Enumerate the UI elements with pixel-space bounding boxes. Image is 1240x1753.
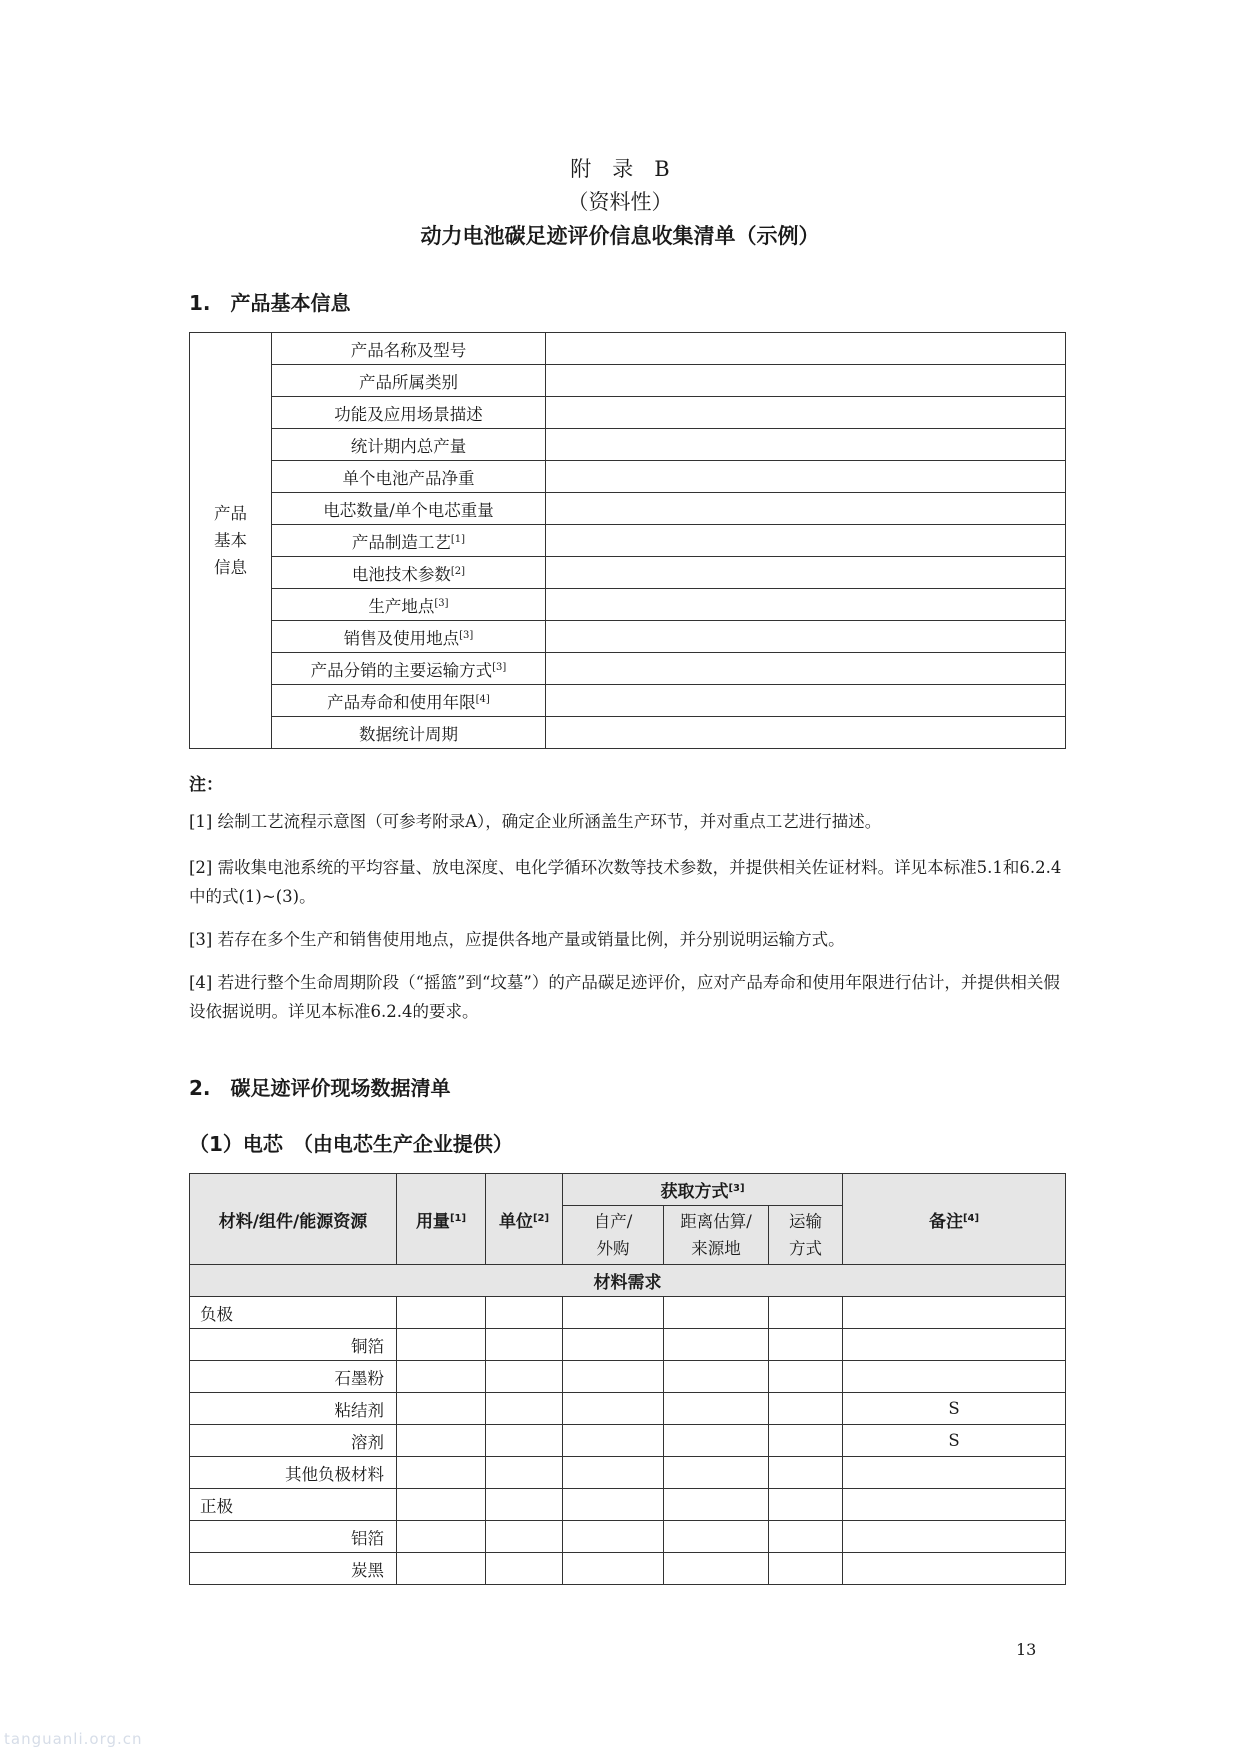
material-name: 溶剂 [190,1425,397,1457]
field-value[interactable] [546,621,1066,653]
field-value[interactable] [546,685,1066,717]
field-label-ref: [3] [434,597,449,609]
field-label-text: 产品寿命和使用年限 [327,692,476,712]
unit-cell[interactable] [486,1393,563,1425]
field-value[interactable] [546,397,1066,429]
field-value[interactable] [546,461,1066,493]
unit-cell[interactable] [486,1457,563,1489]
subheader-distance-origin: 距离估算/ 来源地 [664,1206,769,1265]
table-row [190,1489,1066,1521]
transport-cell[interactable] [769,1457,843,1489]
remark-cell[interactable] [843,1489,1066,1521]
header-amount: 用量[1] [397,1174,486,1265]
field-label [272,589,546,621]
amount-cell[interactable] [397,1521,486,1553]
section2-subheading: （1）电芯 （由电芯生产企业提供） [189,1132,513,1156]
self-purchase-cell[interactable] [563,1361,664,1393]
field-label-text: 单个电池产品净重 [342,468,475,488]
material-name: 石墨粉 [190,1361,397,1393]
product-info-row [190,461,1066,493]
field-value[interactable] [546,333,1066,365]
table-row [190,1329,1066,1361]
product-info-row [190,557,1066,589]
section1-heading: 1. 产品基本信息 [189,291,351,315]
product-info-table [189,332,1066,749]
unit-cell[interactable] [486,1521,563,1553]
amount-cell[interactable] [397,1297,486,1329]
amount-cell[interactable] [397,1489,486,1521]
field-label [272,653,546,685]
table-row [190,1425,1066,1457]
table-row [190,1393,1066,1425]
distance-origin-cell[interactable] [664,1329,769,1361]
self-purchase-cell[interactable] [563,1521,664,1553]
distance-origin-cell[interactable] [664,1425,769,1457]
header-remark: 备注[4] [843,1174,1066,1265]
field-label-ref: [1] [450,533,466,545]
material-name: 其他负极材料 [190,1457,397,1489]
distance-origin-cell[interactable] [664,1521,769,1553]
amount-cell[interactable] [397,1361,486,1393]
product-info-row [190,333,1066,365]
field-label-text: 数据统计周期 [359,724,458,744]
field-label-ref: [2] [450,565,466,577]
product-info-row [190,397,1066,429]
remark-cell[interactable] [843,1297,1066,1329]
watermark: tanguanli.org.cn [4,1730,143,1748]
remark-cell[interactable] [843,1457,1066,1489]
product-info-row [190,429,1066,461]
field-label-text: 生产地点 [368,596,435,616]
field-label [272,429,546,461]
field-label-ref: [3] [492,661,507,673]
self-purchase-cell[interactable] [563,1553,664,1585]
distance-origin-cell[interactable] [664,1297,769,1329]
field-value[interactable] [546,365,1066,397]
transport-cell[interactable] [769,1329,843,1361]
self-purchase-cell[interactable] [563,1297,664,1329]
field-value[interactable] [546,557,1066,589]
field-value[interactable] [546,525,1066,557]
material-category: 负极 [190,1297,397,1329]
transport-cell[interactable] [769,1489,843,1521]
self-purchase-cell[interactable] [563,1425,664,1457]
document-title: 动力电池碳足迹评价信息收集清单（示例） [420,224,820,248]
product-info-row [190,493,1066,525]
note-1: [1] 绘制工艺流程示意图（可参考附录A），确定企业所涵盖生产环节，并对重点工艺进行描述。 [189,812,882,831]
field-label-ref: [4] [475,693,490,705]
remark-cell[interactable]: S [843,1393,1066,1425]
product-info-row [190,717,1066,749]
field-label-text: 电芯数量/单个电芯重量 [323,500,494,520]
self-purchase-cell[interactable] [563,1393,664,1425]
field-label-text: 电池技术参数 [351,564,451,584]
table-row [190,1297,1066,1329]
appendix-nature: （资料性） [567,190,673,214]
remark-cell[interactable] [843,1361,1066,1393]
notes-label: 注： [189,775,223,795]
field-label-text: 功能及应用场景描述 [334,404,483,424]
distance-origin-cell[interactable] [664,1361,769,1393]
unit-cell[interactable] [486,1425,563,1457]
field-label [272,397,546,429]
product-info-group-label [190,333,272,749]
section-material-demand: 材料需求 [190,1265,1066,1297]
field-label-text: 销售及使用地点 [343,628,460,648]
self-purchase-cell[interactable] [563,1457,664,1489]
field-label [272,717,546,749]
subheader-self-or-purchase: 自产/ 外购 [563,1206,664,1265]
material-name: 铝箔 [190,1521,397,1553]
field-label [272,365,546,397]
product-info-row [190,525,1066,557]
field-value[interactable] [546,653,1066,685]
field-label [272,557,546,589]
subheader-transport-mode: 运输 方式 [769,1206,843,1265]
table-row [190,1553,1066,1585]
material-name: 炭黑 [190,1553,397,1585]
amount-cell[interactable] [397,1425,486,1457]
table-row [190,1521,1066,1553]
section2-heading: 2. 碳足迹评价现场数据清单 [189,1076,451,1100]
product-info-row [190,653,1066,685]
field-label-text: 产品名称及型号 [350,340,467,360]
unit-cell[interactable] [486,1553,563,1585]
group-label-line: 基本 [214,531,247,550]
field-label-text: 产品制造工艺 [351,532,451,552]
transport-cell[interactable] [769,1521,843,1553]
product-info-row [190,365,1066,397]
field-label-text: 产品分销的主要运输方式 [310,660,493,680]
note-3: [3] 若存在多个生产和销售使用地点，应提供各地产量或销量比例，并分别说明运输方式。 [189,930,845,949]
field-label [272,685,546,717]
transport-cell[interactable] [769,1361,843,1393]
distance-origin-cell[interactable] [664,1393,769,1425]
field-value[interactable] [546,717,1066,749]
material-name: 铜箔 [190,1329,397,1361]
field-label-ref: [3] [459,629,474,641]
field-label-text: 产品所属类别 [359,372,458,392]
header-material: 材料/组件/能源资源 [190,1174,397,1265]
header-unit: 单位[2] [486,1174,563,1265]
group-label-line: 产品 [214,504,247,523]
self-purchase-cell[interactable] [563,1489,664,1521]
field-label [272,525,546,557]
note-2: [2] 需收集电池系统的平均容量、放电深度、电化学循环次数等技术参数，并提供相关佐证材料。详见本标准5.1和6.2.4中的式(1)~(3)。 [189,858,1062,906]
transport-cell[interactable] [769,1297,843,1329]
field-label [272,621,546,653]
transport-cell[interactable] [769,1425,843,1457]
amount-cell[interactable] [397,1393,486,1425]
transport-cell[interactable] [769,1393,843,1425]
field-label [272,493,546,525]
amount-cell[interactable] [397,1329,486,1361]
remark-cell[interactable] [843,1329,1066,1361]
field-value[interactable] [546,429,1066,461]
note-4: [4] 若进行整个生命周期阶段（“摇篮”到“坟墓”）的产品碳足迹评价，应对产品寿命和使用年限进行估计，并提供相关假设依据说明。详见本标准6.2.4的要求。 [189,973,1060,1021]
material-name: 粘结剂 [190,1393,397,1425]
product-info-row [190,685,1066,717]
remark-cell[interactable]: S [843,1425,1066,1457]
unit-cell[interactable] [486,1297,563,1329]
field-label [272,461,546,493]
group-label-line: 信息 [214,558,247,577]
distance-origin-cell[interactable] [664,1489,769,1521]
self-purchase-cell[interactable] [563,1329,664,1361]
field-value[interactable] [546,589,1066,621]
table-row [190,1457,1066,1489]
remark-cell[interactable] [843,1521,1066,1553]
header-source: 获取方式[3] [563,1174,843,1206]
field-label [272,333,546,365]
field-value[interactable] [546,493,1066,525]
amount-cell[interactable] [397,1457,486,1489]
transport-cell[interactable] [769,1553,843,1585]
product-info-row [190,589,1066,621]
unit-cell[interactable] [486,1489,563,1521]
product-info-row [190,621,1066,653]
cell-data-table [189,1173,1066,1585]
remark-cell[interactable] [843,1553,1066,1585]
material-category: 正极 [190,1489,397,1521]
amount-cell[interactable] [397,1553,486,1585]
table-row [190,1361,1066,1393]
unit-cell[interactable] [486,1329,563,1361]
page-number: 13 [1016,1640,1037,1659]
unit-cell[interactable] [486,1361,563,1393]
distance-origin-cell[interactable] [664,1457,769,1489]
appendix-label: 附 录 B [570,157,670,181]
distance-origin-cell[interactable] [664,1553,769,1585]
field-label-text: 统计期内总产量 [350,436,467,456]
